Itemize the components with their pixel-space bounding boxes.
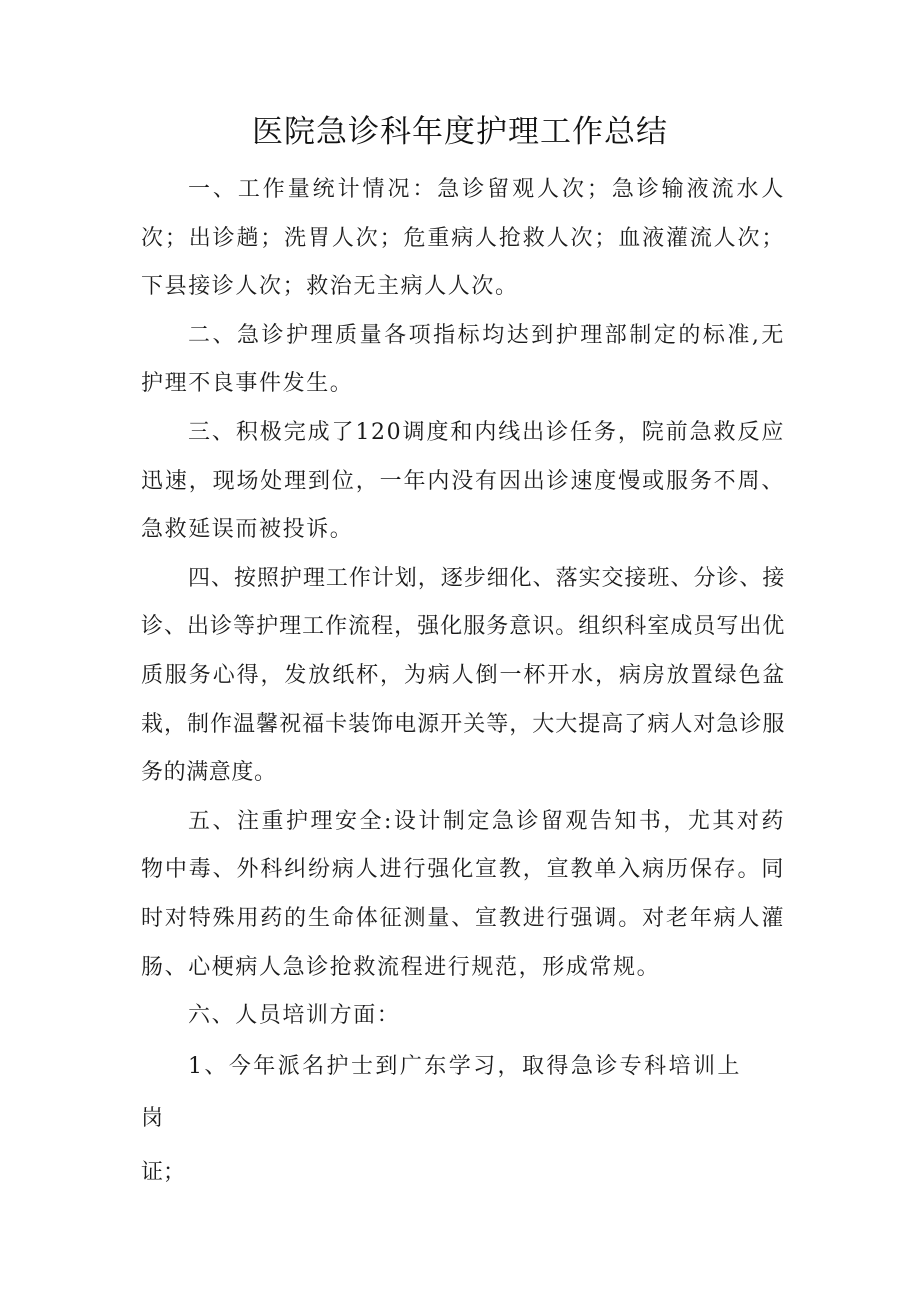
paragraph-nursing-safety: 五、注重护理安全:设计制定急诊留观告知书，尤其对药物中毒、外科纠纷病人进行强化宣教，宣教单入病历保存。同时对特殊用药的生命体征测量、宣教进行强调。对老年病人灌肠、心梗病人急诊抢救流程进行规范，形成常规。 (141, 808, 785, 980)
paragraph-training-item-1-continued: 证； (141, 1159, 186, 1185)
paragraph-nursing-quality: 二、急诊护理质量各项指标均达到护理部制定的标准,无护理不良事件发生。 (141, 322, 785, 397)
document-body (141, 166, 785, 1197)
paragraph-prehospital-emergency: 三、积极完成了120调度和内线出诊任务，院前急救反应迅速，现场处理到位，一年内没有因出诊速度慢或服务不周、急救延误而被投诉。 (141, 419, 785, 543)
paragraph-workload-statistics: 一、工作量统计情况：急诊留观人次；急诊输液流水人次；出诊趟；洗胃人次；危重病人抢救人次；血液灌流人次；下县接诊人次；救治无主病人人次。 (141, 177, 785, 300)
paragraph-workflow-service: 四、按照护理工作计划，逐步细化、落实交接班、分诊、接诊、出诊等护理工作流程，强化服务意识。组织科室成员写出优质服务心得，发放纸杯，为病人倒一杯开水，病房放置绿色盆栽，制作温馨祝福卡装饰电源开关等，大大提高了病人对急诊服务的满意度。 (141, 565, 785, 786)
paragraph-staff-training-heading: 六、人员培训方面： (188, 1003, 401, 1029)
paragraph-training-item-1: 1、今年派名护士到广东学习，取得急诊专科培训上岗 (141, 1053, 741, 1131)
document-title: 医院急诊科年度护理工作总结 (252, 114, 668, 150)
